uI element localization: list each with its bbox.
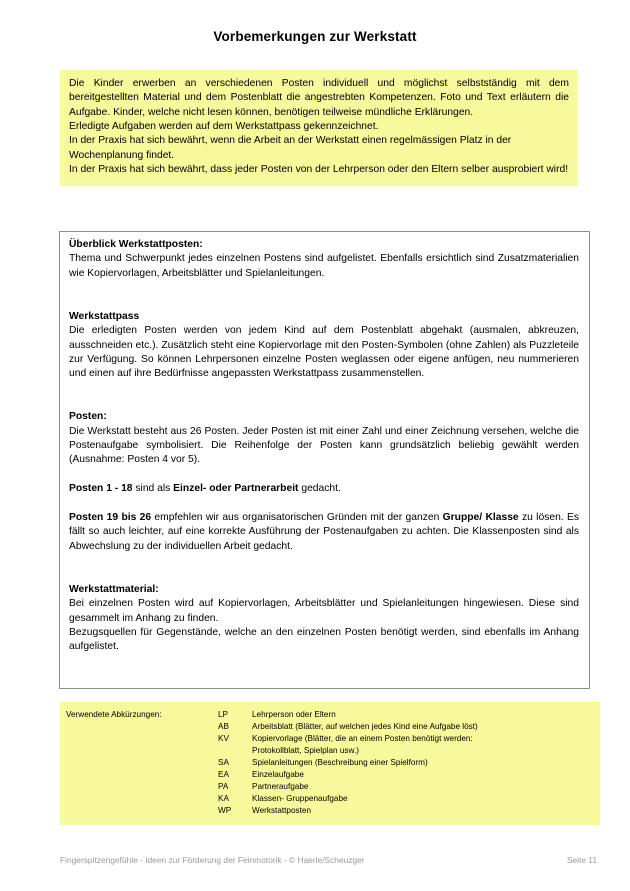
abbreviation-description: Kopiervorlage (Blätter, die an einem Posten benötigt werden: bbox=[252, 734, 473, 744]
table-row bbox=[66, 745, 594, 757]
table-row bbox=[66, 781, 594, 793]
page-footer bbox=[60, 855, 600, 865]
abbreviation-description: Klassen- Gruppenaufgabe bbox=[252, 794, 348, 804]
intro-paragraph-3: In der Praxis hat sich bewährt, wenn die Arbeit an der Werkstatt einen regelmässigen Platz in der Wochenplanung findet. bbox=[69, 135, 512, 161]
intro-highlight-box bbox=[60, 70, 578, 186]
footer-credit: Fingerspitzengefühle - Ideen zur Förderung der Feinmotorik - © Haerle/Scheuzger bbox=[60, 855, 365, 865]
abbreviations-label: Verwendete Abkürzungen: bbox=[66, 710, 162, 719]
page-title: Vorbemerkungen zur Werkstatt bbox=[213, 29, 417, 44]
table-row bbox=[66, 709, 594, 721]
abbreviation-code: PA bbox=[218, 782, 229, 792]
section-heading-werkstattpass: Werkstattpass bbox=[69, 310, 140, 322]
text-plain-2: gedacht. bbox=[298, 483, 341, 495]
table-row bbox=[66, 721, 594, 733]
intro-paragraph-2: Erledigte Aufgaben werden auf dem Werkstattpass gekennzeichnet. bbox=[69, 121, 379, 133]
abbreviation-description: Partneraufgabe bbox=[252, 782, 309, 792]
abbreviation-description: Spielanleitungen (Beschreibung einer Spielform) bbox=[252, 758, 428, 768]
section-body-werkstattpass: Die erledigten Posten werden von jedem Kind auf dem Postenblatt abgehakt (ausmalen, abkreuzen, ausschneiden etc.). Zusätzlich steht eine Kopiervorlage mit den Posten-Symbolen (ohne Zahlen) als Puzzleteile zur Verfügung. So können Lehrpersonen einzelne Posten weglassen oder eigene anfügen, neu nummerieren und einen auf ihre Bedürfnisse angepassten Werkstattpass zusammenstellen. bbox=[69, 325, 579, 380]
spacer-cell bbox=[66, 781, 218, 793]
spacer-cell bbox=[66, 733, 218, 745]
intro-paragraph-4: In der Praxis hat sich bewährt, dass jeder Posten von der Lehrperson oder den Eltern selber ausprobiert wird! bbox=[69, 164, 569, 176]
emphasis-worktype-2: Gruppe/ Klasse bbox=[442, 512, 519, 524]
spacer-cell bbox=[66, 757, 218, 769]
abbreviation-code: SA bbox=[218, 758, 229, 768]
text-plain-3: empfehlen wir aus organisatorischen Gründen mit der ganzen bbox=[151, 512, 443, 524]
spacer-cell bbox=[66, 721, 218, 733]
abbreviation-description: Lehrperson oder Eltern bbox=[252, 710, 336, 719]
section-paragraph-gruppenarbeit bbox=[69, 511, 579, 554]
abbreviation-code: WP bbox=[218, 806, 232, 816]
emphasis-posten-range-1: Posten 1 - 18 bbox=[69, 483, 133, 495]
emphasis-posten-range-2: Posten 19 bis 26 bbox=[69, 512, 152, 524]
spacer-cell bbox=[66, 793, 218, 805]
section-heading-werkstattmaterial: Werkstattmaterial: bbox=[69, 583, 159, 595]
abbreviation-description-continued: Protokollblatt, Spielplan usw.) bbox=[252, 746, 359, 756]
paragraph-spacer bbox=[69, 497, 579, 511]
paragraph-spacer bbox=[69, 468, 579, 482]
abbreviations-table-body bbox=[66, 709, 594, 817]
spacer-cell bbox=[66, 745, 218, 757]
table-row bbox=[66, 733, 594, 745]
section-body-ueberblick: Thema und Schwerpunkt jedes einzelnen Postens sind aufgelistet. Ebenfalls ersichtlich sind Zusatzmaterialien wie Kopiervorlagen, Arbeitsblätter und Spielanleitungen. bbox=[69, 253, 579, 279]
table-row bbox=[66, 757, 594, 769]
abbreviation-code: KA bbox=[218, 794, 229, 804]
abbreviations-table bbox=[66, 709, 594, 817]
text-plain-4: zu lösen. Es fällt so auch leichter, auf eine korrekte Ausführung der Postenaufgaben zu achten. Die Klassenposten sind als Abwechslung zu der individuellen Arbeit gedacht. bbox=[69, 512, 580, 552]
abbreviation-description: Werkstattposten bbox=[252, 806, 312, 816]
spacer-cell bbox=[66, 769, 218, 781]
section-spacer bbox=[69, 382, 579, 411]
section-heading-ueberblick: Überblick Werkstattposten: bbox=[69, 239, 203, 250]
table-row bbox=[66, 769, 594, 781]
abbreviation-description: Arbeitsblatt (Blätter, auf welchen jedes Kind eine Aufgabe löst) bbox=[252, 722, 478, 732]
footer-page-number: Seite 11 bbox=[566, 855, 597, 865]
section-heading-posten: Posten: bbox=[69, 411, 107, 423]
abbreviations-box bbox=[60, 702, 600, 825]
spacer-cell bbox=[66, 805, 218, 817]
abbreviation-code: KV bbox=[218, 734, 229, 744]
text-plain-1: sind als bbox=[132, 483, 174, 495]
section-body-werkstattmaterial-2: Bezugsquellen für Gegenstände, welche an den einzelnen Posten benötigt werden, sind ebenfalls im Anhang aufgelistet. bbox=[69, 627, 579, 653]
abbreviation-description: Einzelaufgabe bbox=[252, 770, 304, 780]
section-body-werkstattmaterial-1: Bei einzelnen Posten wird auf Kopiervorlagen, Arbeitsblätter und Spielanleitungen hingewiesen. Diese sind gesammelt im Anhang zu finden. bbox=[69, 598, 579, 624]
section-paragraph-einzelarbeit bbox=[69, 482, 579, 496]
intro-paragraph-1: Die Kinder erwerben an verschiedenen Posten individuell und möglichst selbstständig mit dem bereitgestellten Material und dem Postenblatt die angestrebten Kompetenzen. Foto und Text erläutern die Aufgabe. Kinder, welche nicht lesen können, benötigen teilweise mündliche Erklärungen. bbox=[69, 78, 569, 118]
section-spacer bbox=[69, 281, 579, 310]
abbreviation-code: EA bbox=[218, 770, 229, 780]
table-row bbox=[66, 793, 594, 805]
table-row bbox=[66, 805, 594, 817]
abbreviation-code bbox=[218, 745, 252, 757]
emphasis-worktype-1: Einzel- oder Partnerarbeit bbox=[173, 483, 299, 495]
abbreviation-code: LP bbox=[218, 710, 229, 719]
main-content-box bbox=[59, 231, 590, 689]
abbreviation-code: AB bbox=[218, 722, 229, 732]
section-spacer bbox=[69, 554, 579, 583]
section-body-posten: Die Werkstatt besteht aus 26 Posten. Jeder Posten ist mit einer Zahl und einer Zeichnung versehen, welche die Postenaufgabe symbolisiert. Die Reihenfolge der Posten kann grundsätzlich beliebig gewählt werden (Ausnahme: Posten 4 vor 5). bbox=[69, 425, 579, 466]
